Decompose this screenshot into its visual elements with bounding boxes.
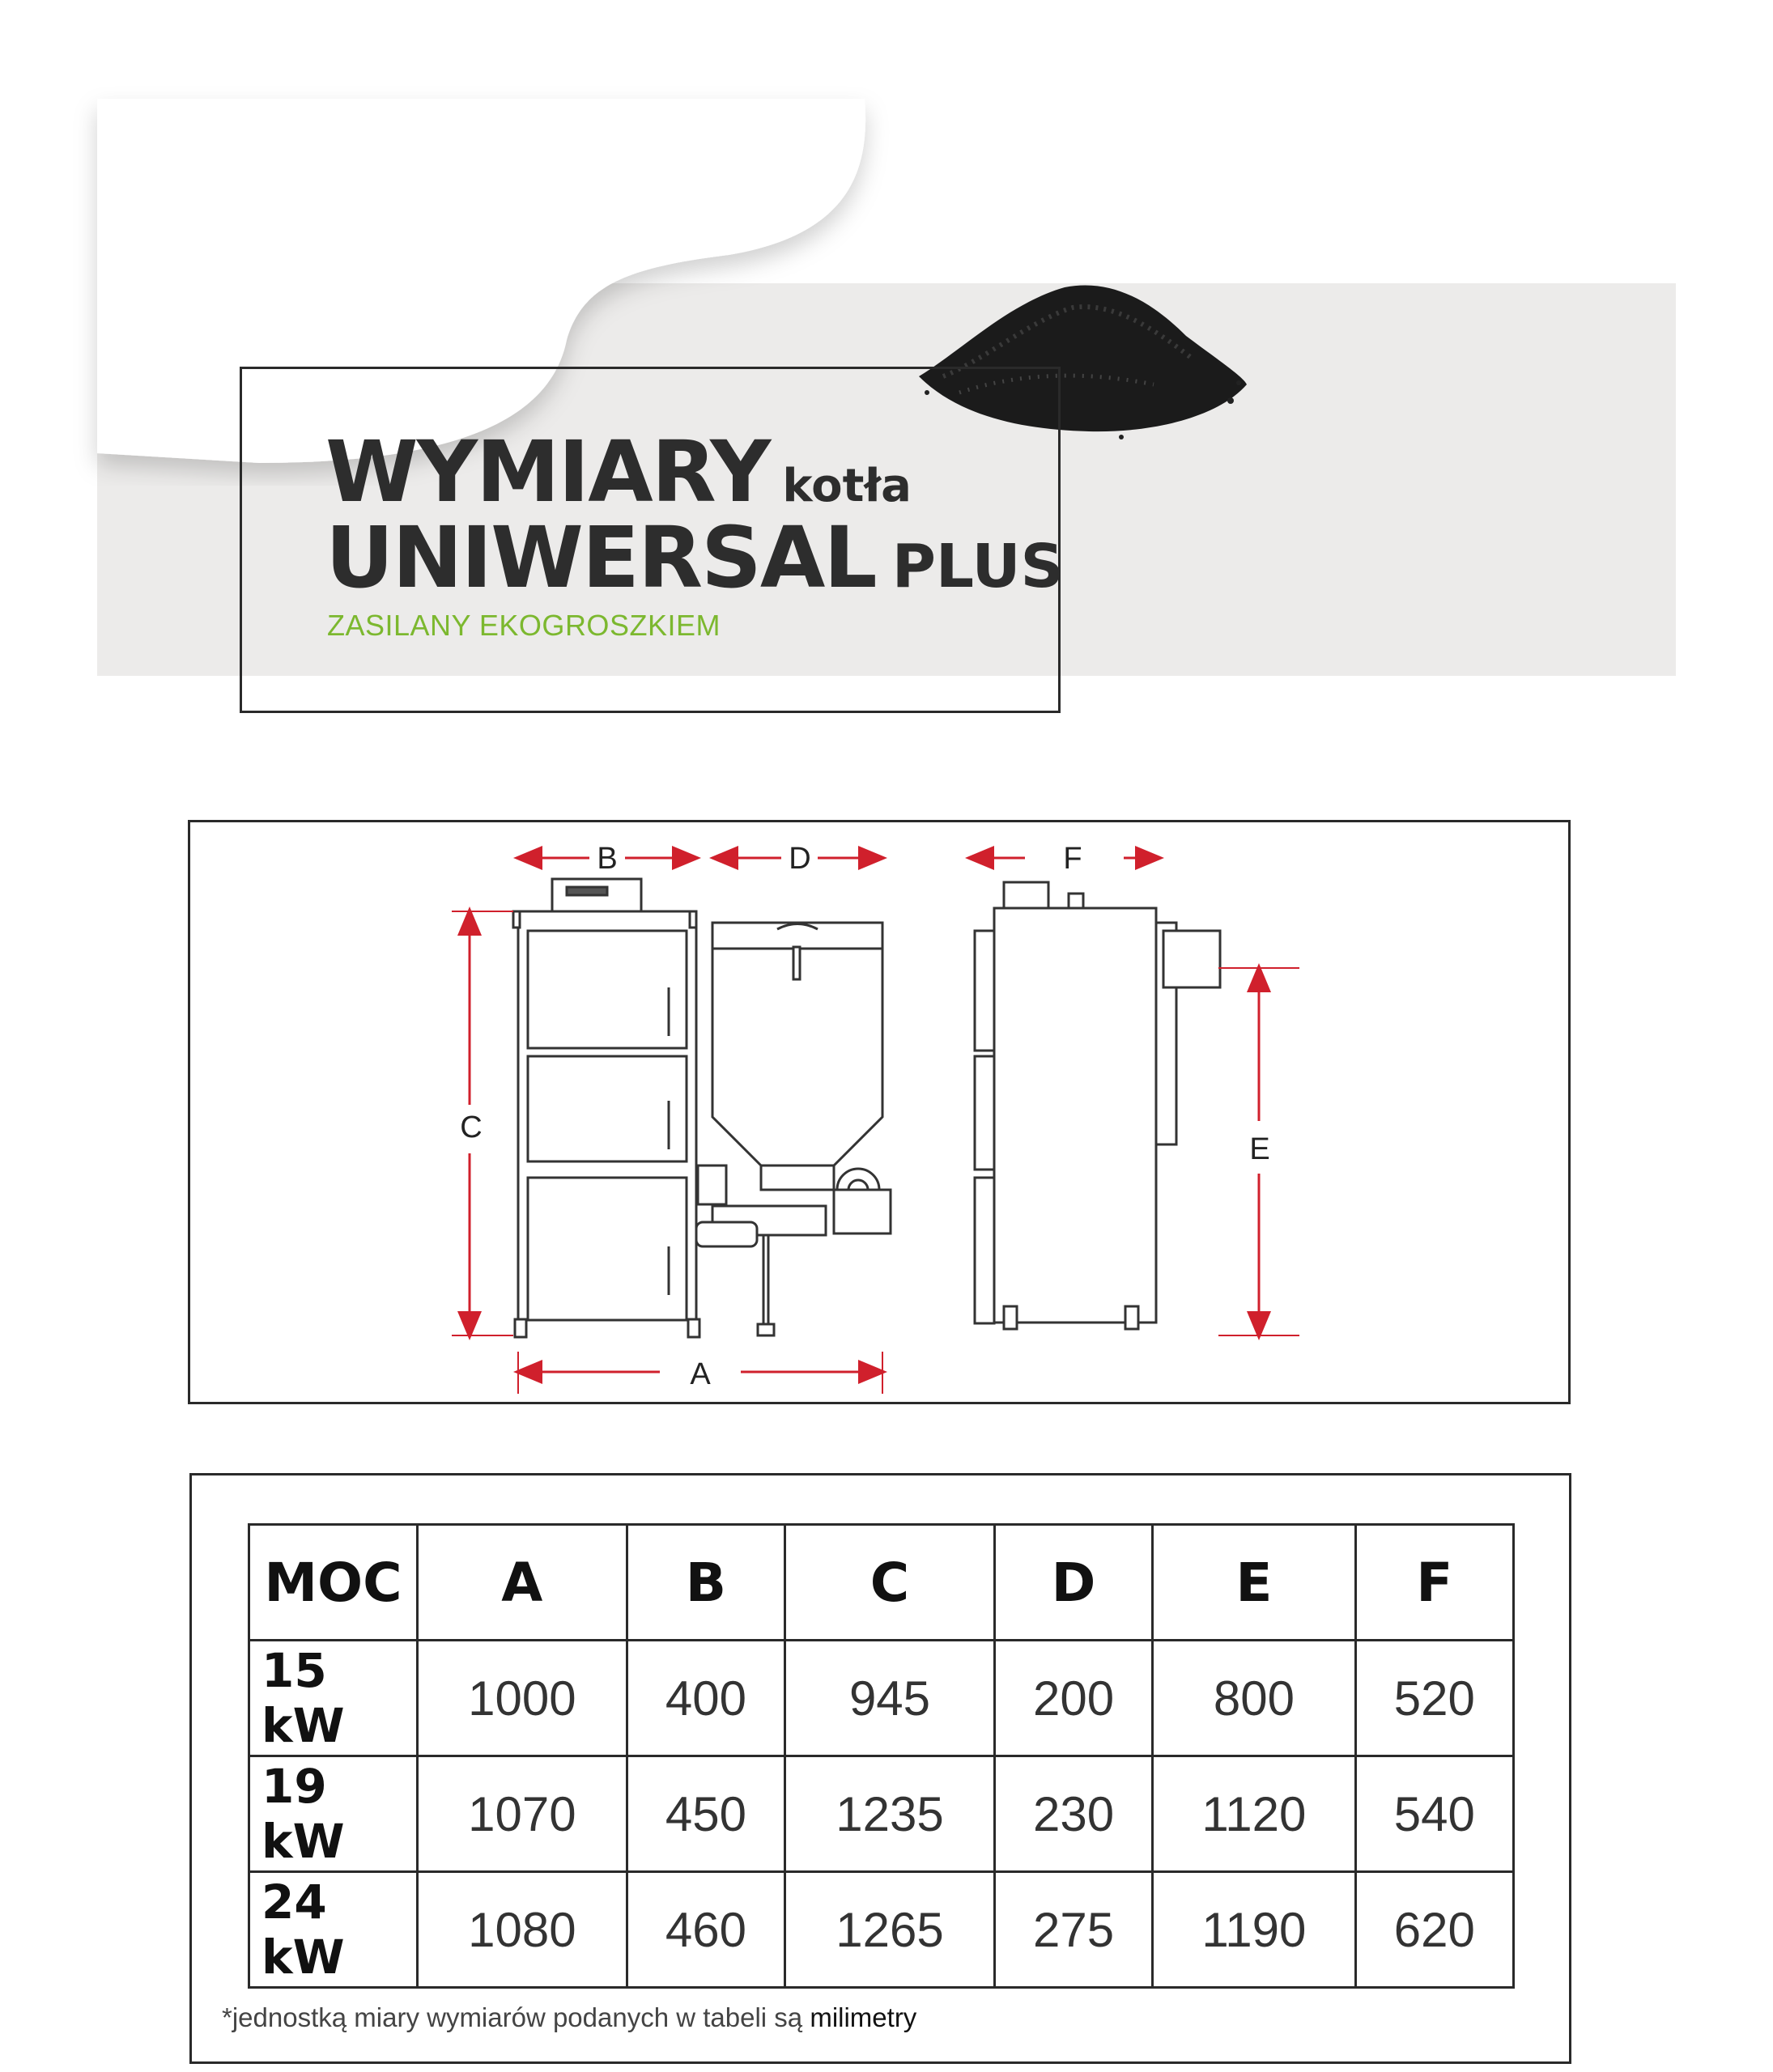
row-power: 19 kW xyxy=(249,1756,418,1872)
header-c: C xyxy=(785,1525,995,1641)
cell-a: 1000 xyxy=(418,1641,627,1756)
cell-a: 1080 xyxy=(418,1872,627,1988)
dimension-label-c: C xyxy=(460,1110,483,1144)
table-row xyxy=(249,1756,1514,1872)
cell-e: 1120 xyxy=(1153,1756,1355,1872)
row-power: 15 kW xyxy=(249,1641,418,1756)
cell-b: 450 xyxy=(627,1756,784,1872)
title-main: WYMIARY xyxy=(325,422,770,521)
boiler-side-view xyxy=(975,882,1220,1329)
cell-e: 800 xyxy=(1153,1641,1355,1756)
row-power: 24 kW xyxy=(249,1872,418,1988)
dimension-label-b: B xyxy=(597,842,618,876)
header-d: D xyxy=(994,1525,1152,1641)
footnote-text: *jednostką miary wymiarów podanych w tabeli są xyxy=(222,2002,810,2032)
cell-f: 520 xyxy=(1355,1641,1513,1756)
table-header-row xyxy=(249,1525,1514,1641)
units-footnote xyxy=(222,2002,916,2033)
cell-a: 1070 xyxy=(418,1756,627,1872)
cell-d: 230 xyxy=(994,1756,1152,1872)
header-e: E xyxy=(1153,1525,1355,1641)
title-small: kotła xyxy=(782,460,912,512)
cell-d: 200 xyxy=(994,1641,1152,1756)
dimension-label-f: F xyxy=(1063,842,1082,876)
dimension-label-e: E xyxy=(1249,1132,1270,1166)
model-suffix: PLUS xyxy=(891,532,1064,601)
cell-f: 620 xyxy=(1355,1872,1513,1988)
dimension-label-a: A xyxy=(690,1357,711,1391)
header-f: F xyxy=(1355,1525,1513,1641)
cell-c: 945 xyxy=(785,1641,995,1756)
boiler-front-view xyxy=(513,879,699,1337)
cell-b: 400 xyxy=(627,1641,784,1756)
cell-f: 540 xyxy=(1355,1756,1513,1872)
cell-b: 460 xyxy=(627,1872,784,1988)
cell-e: 1190 xyxy=(1153,1872,1355,1988)
footnote-unit: milimetry xyxy=(810,2002,917,2032)
header-a: A xyxy=(418,1525,627,1641)
fuel-hopper-front xyxy=(696,923,891,1335)
cell-c: 1265 xyxy=(785,1872,995,1988)
header-b: B xyxy=(627,1525,784,1641)
table-row xyxy=(249,1641,1514,1756)
table-row xyxy=(249,1872,1514,1988)
cell-c: 1235 xyxy=(785,1756,995,1872)
model-name: UNIWERSAL xyxy=(325,508,876,607)
cell-d: 275 xyxy=(994,1872,1152,1988)
dimension-label-d: D xyxy=(789,842,811,876)
header-moc: MOC xyxy=(249,1525,418,1641)
subtitle: ZASILANY EKOGROSZKIEM xyxy=(327,609,721,642)
dimensions-table xyxy=(248,1523,1515,1989)
